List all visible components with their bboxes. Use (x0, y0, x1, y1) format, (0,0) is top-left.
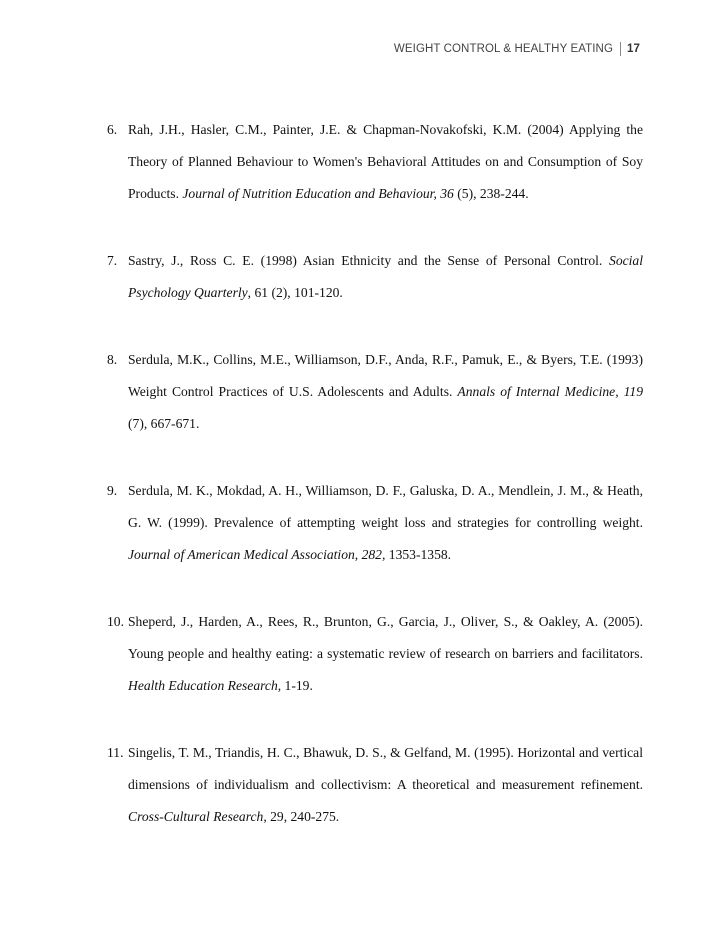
reference-item (107, 475, 643, 571)
reference-journal: Social Psychology Quarterly (128, 253, 643, 300)
reference-number: 6. (107, 122, 118, 137)
reference-item (107, 245, 643, 309)
reference-text-end: , 29, 240-275. (263, 809, 340, 824)
reference-number: 9. (107, 483, 118, 498)
header-divider (620, 42, 621, 56)
reference-journal: Annals of Internal Medicine, 119 (457, 384, 643, 399)
reference-list (107, 114, 643, 868)
reference-text-end: 1-19. (281, 678, 313, 693)
reference-item (107, 606, 643, 702)
reference-item (107, 344, 643, 440)
running-title: WEIGHT CONTROL & HEALTHY EATING (393, 43, 613, 56)
reference-text: Serdula, M.K., Collins, M.E., Williamson, D.F., Anda, R.F., Pamuk, E., & Byers, T.E. (1993) Weight Control Practices of U.S. Adolescents and Adults. (128, 352, 643, 399)
reference-number: 11. (107, 745, 124, 760)
reference-text: Serdula, M. K., Mokdad, A. H., Williamson, D. F., Galuska, D. A., Mendlein, J. M., & Heath, G. W. (1999). Prevalence of attempting weight loss and strategies for controlling weight. (128, 483, 643, 530)
reference-text: Sheperd, J., Harden, A., Rees, R., Brunton, G., Garcia, J., Oliver, S., & Oakley, A. (2005). Young people and healthy eating: a systematic review of research on barriers and facilitators. (128, 614, 643, 661)
reference-text-end: (7), 667-671. (128, 416, 200, 431)
reference-number: 7. (107, 253, 118, 268)
reference-number: 8. (107, 352, 118, 367)
reference-text: Rah, J.H., Hasler, C.M., Painter, J.E. & Chapman-Novakofski, K.M. (2004) Applying the Theory of Planned Behaviour to Women's Behavioral Attitudes on and Consumption of Soy Products. (128, 122, 643, 201)
reference-text-end: 1353-1358. (385, 547, 452, 562)
reference-item (107, 737, 643, 833)
reference-text-end: , 61 (2), 101-120. (247, 285, 343, 300)
reference-item (107, 114, 643, 210)
reference-text-end: (5), 238-244. (453, 186, 529, 201)
reference-journal: Health Education Research, (128, 678, 282, 693)
reference-journal: Journal of Nutrition Education and Behaviour, 36 (182, 186, 454, 201)
reference-journal: Cross-Cultural Research (128, 809, 264, 824)
page-header (0, 42, 640, 56)
reference-text: Singelis, T. M., Triandis, H. C., Bhawuk, D. S., & Gelfand, M. (1995). Horizontal and vertical dimensions of individualism and collectivism: A theoretical and measurement refinement. (128, 745, 643, 792)
reference-number: 10. (107, 614, 124, 629)
page-number: 17 (627, 43, 640, 56)
reference-text: Sastry, J., Ross C. E. (1998) Asian Ethnicity and the Sense of Personal Control. (128, 253, 610, 268)
reference-journal: Journal of American Medical Association, 282, (128, 547, 386, 562)
